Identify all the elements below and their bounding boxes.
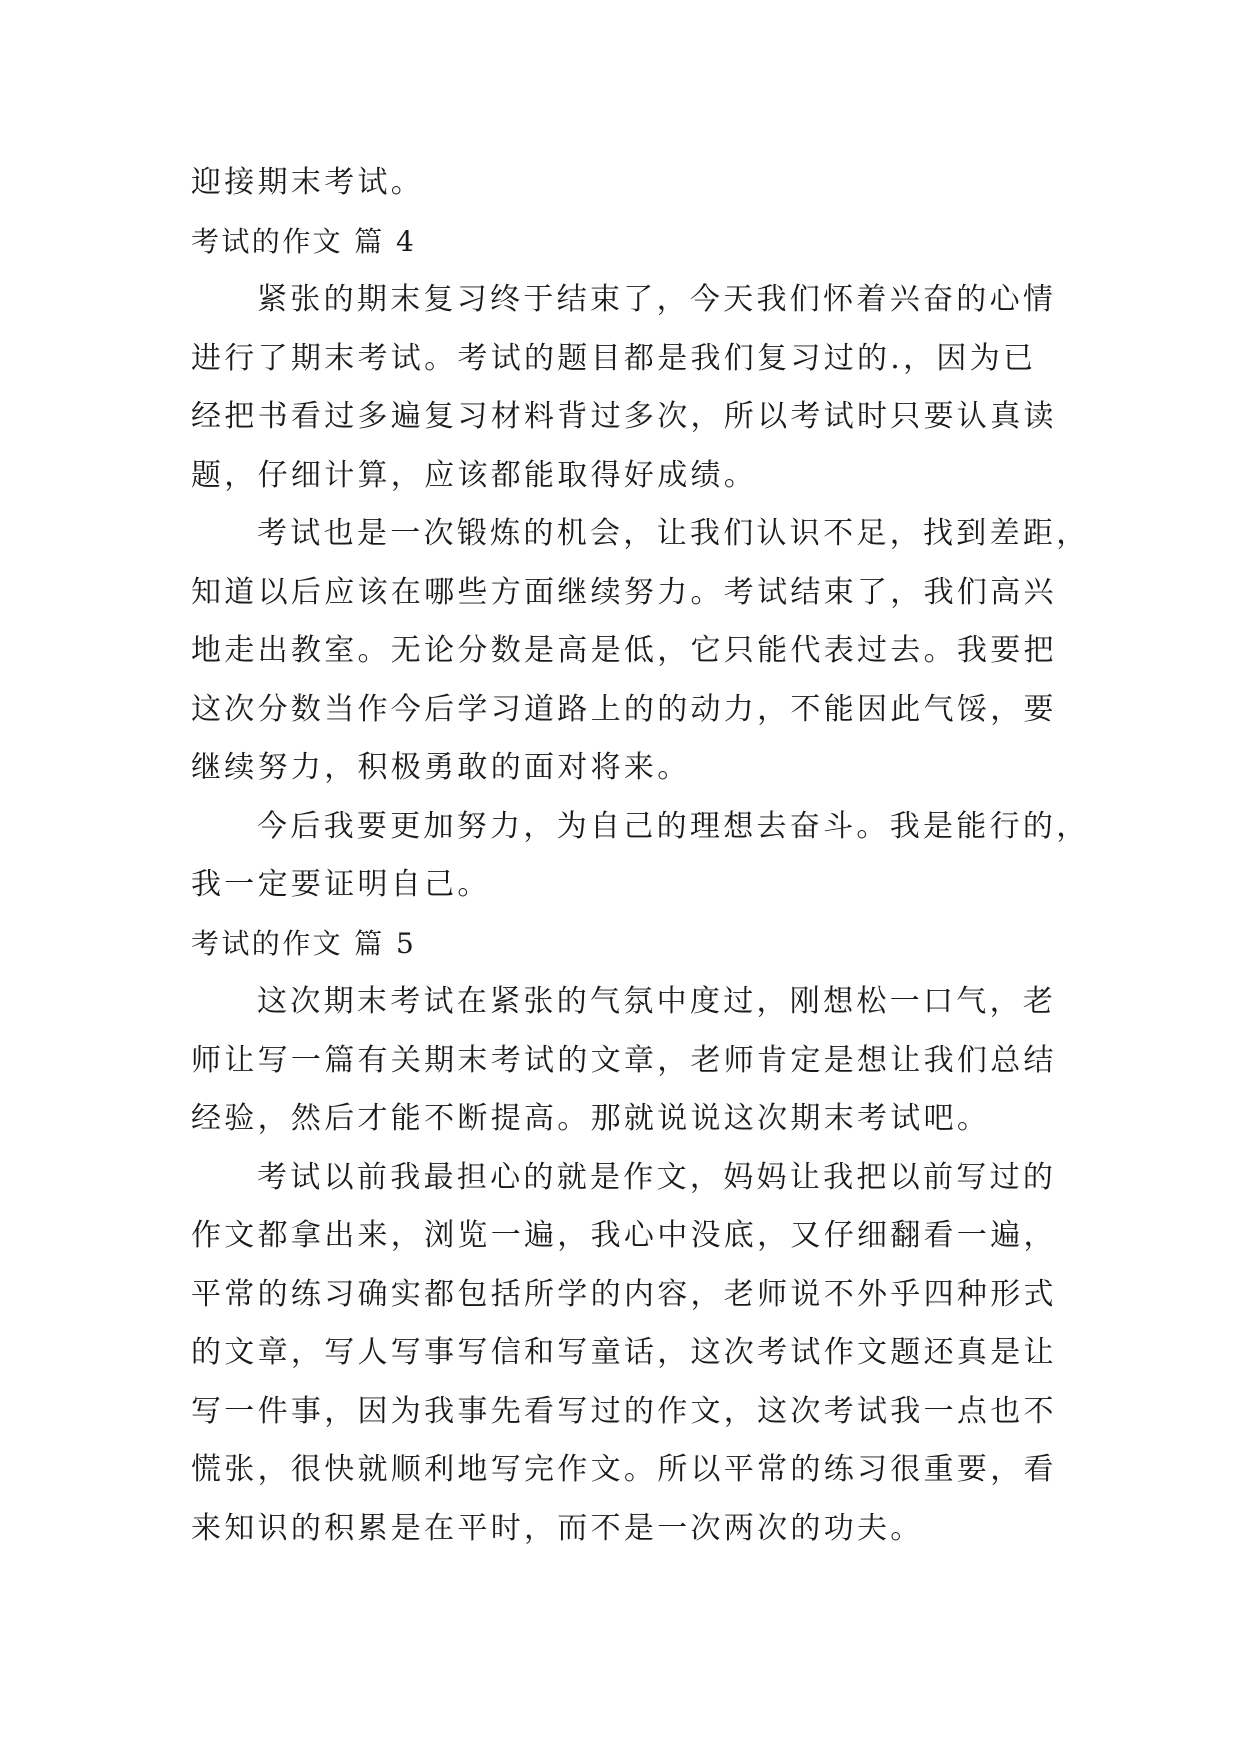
text-line: 经验，然后才能不断提高。那就说说这次期末考试吧。 xyxy=(191,1101,991,1136)
text-line: 作文都拿出来，浏览一遍，我心中没底，又仔细翻看一遍， xyxy=(191,1218,1057,1253)
text-line: 这次期末考试在紧张的气氛中度过，刚想松一口气，老 xyxy=(257,984,1057,1019)
text-line: 地走出教室。无论分数是高是低，它只能代表过去。我要把 xyxy=(191,633,1057,668)
paragraph xyxy=(191,1149,1061,1559)
section-heading: 考试的作文 篇 5 xyxy=(191,926,417,960)
text-line: 继续努力，积极勇敢的面对将来。 xyxy=(191,750,691,785)
text-line: 今后我要更加努力，为自己的理想去奋斗。我是能行的， xyxy=(257,808,1090,844)
text-line: 的文章，写人写事写信和写童话，这次考试作文题还真是让 xyxy=(191,1335,1057,1370)
essay-section xyxy=(191,213,1090,915)
paragraph xyxy=(191,973,1061,1149)
section-heading: 考试的作文 篇 4 xyxy=(191,224,417,258)
text-line: 师让写一篇有关期末考试的文章，老师肯定是想让我们总结 xyxy=(191,1042,1057,1078)
essay-section xyxy=(191,915,1061,1559)
text-line: 题，仔细计算，应该都能取得好成绩。 xyxy=(191,457,758,493)
text-line: 慌张，很快就顺利地写完作文。所以平常的练习很重要，看 xyxy=(191,1452,1057,1487)
document-page xyxy=(191,154,1090,1558)
text-line: 考试以前我最担心的就是作文，妈妈让我把以前写过的 xyxy=(257,1159,1057,1195)
text-line: 这次分数当作今后学习道路上的的动力，不能因此气馁，要 xyxy=(191,691,1057,727)
text-line: 来知识的积累是在平时，而不是一次两次的功夫。 xyxy=(191,1510,924,1546)
text-line: 知道以后应该在哪些方面继续努力。考试结束了，我们高兴 xyxy=(191,574,1057,610)
paragraph xyxy=(191,505,1090,798)
text-line: 经把书看过多遍复习材料背过多次，所以考试时只要认真读 xyxy=(191,399,1057,434)
text-line: 平常的练习确实都包括所学的内容，老师说不外乎四种形式 xyxy=(191,1276,1057,1312)
text-line: 紧张的期末复习终于结束了，今天我们怀着兴奋的心情 xyxy=(257,282,1057,317)
text-line: 进行了期末考试。考试的题目都是我们复习过的.，因为已 xyxy=(191,340,1037,376)
text-line: 写一件事，因为我事先看写过的作文，这次考试我一点也不 xyxy=(191,1393,1057,1429)
paragraph xyxy=(191,271,1061,505)
text-line: 考试也是一次锻炼的机会，让我们认识不足，找到差距， xyxy=(257,516,1090,551)
paragraph xyxy=(191,798,1090,915)
text-line: 迎接期末考试。 xyxy=(191,165,425,200)
text-line: 我一定要证明自己。 xyxy=(191,867,491,902)
